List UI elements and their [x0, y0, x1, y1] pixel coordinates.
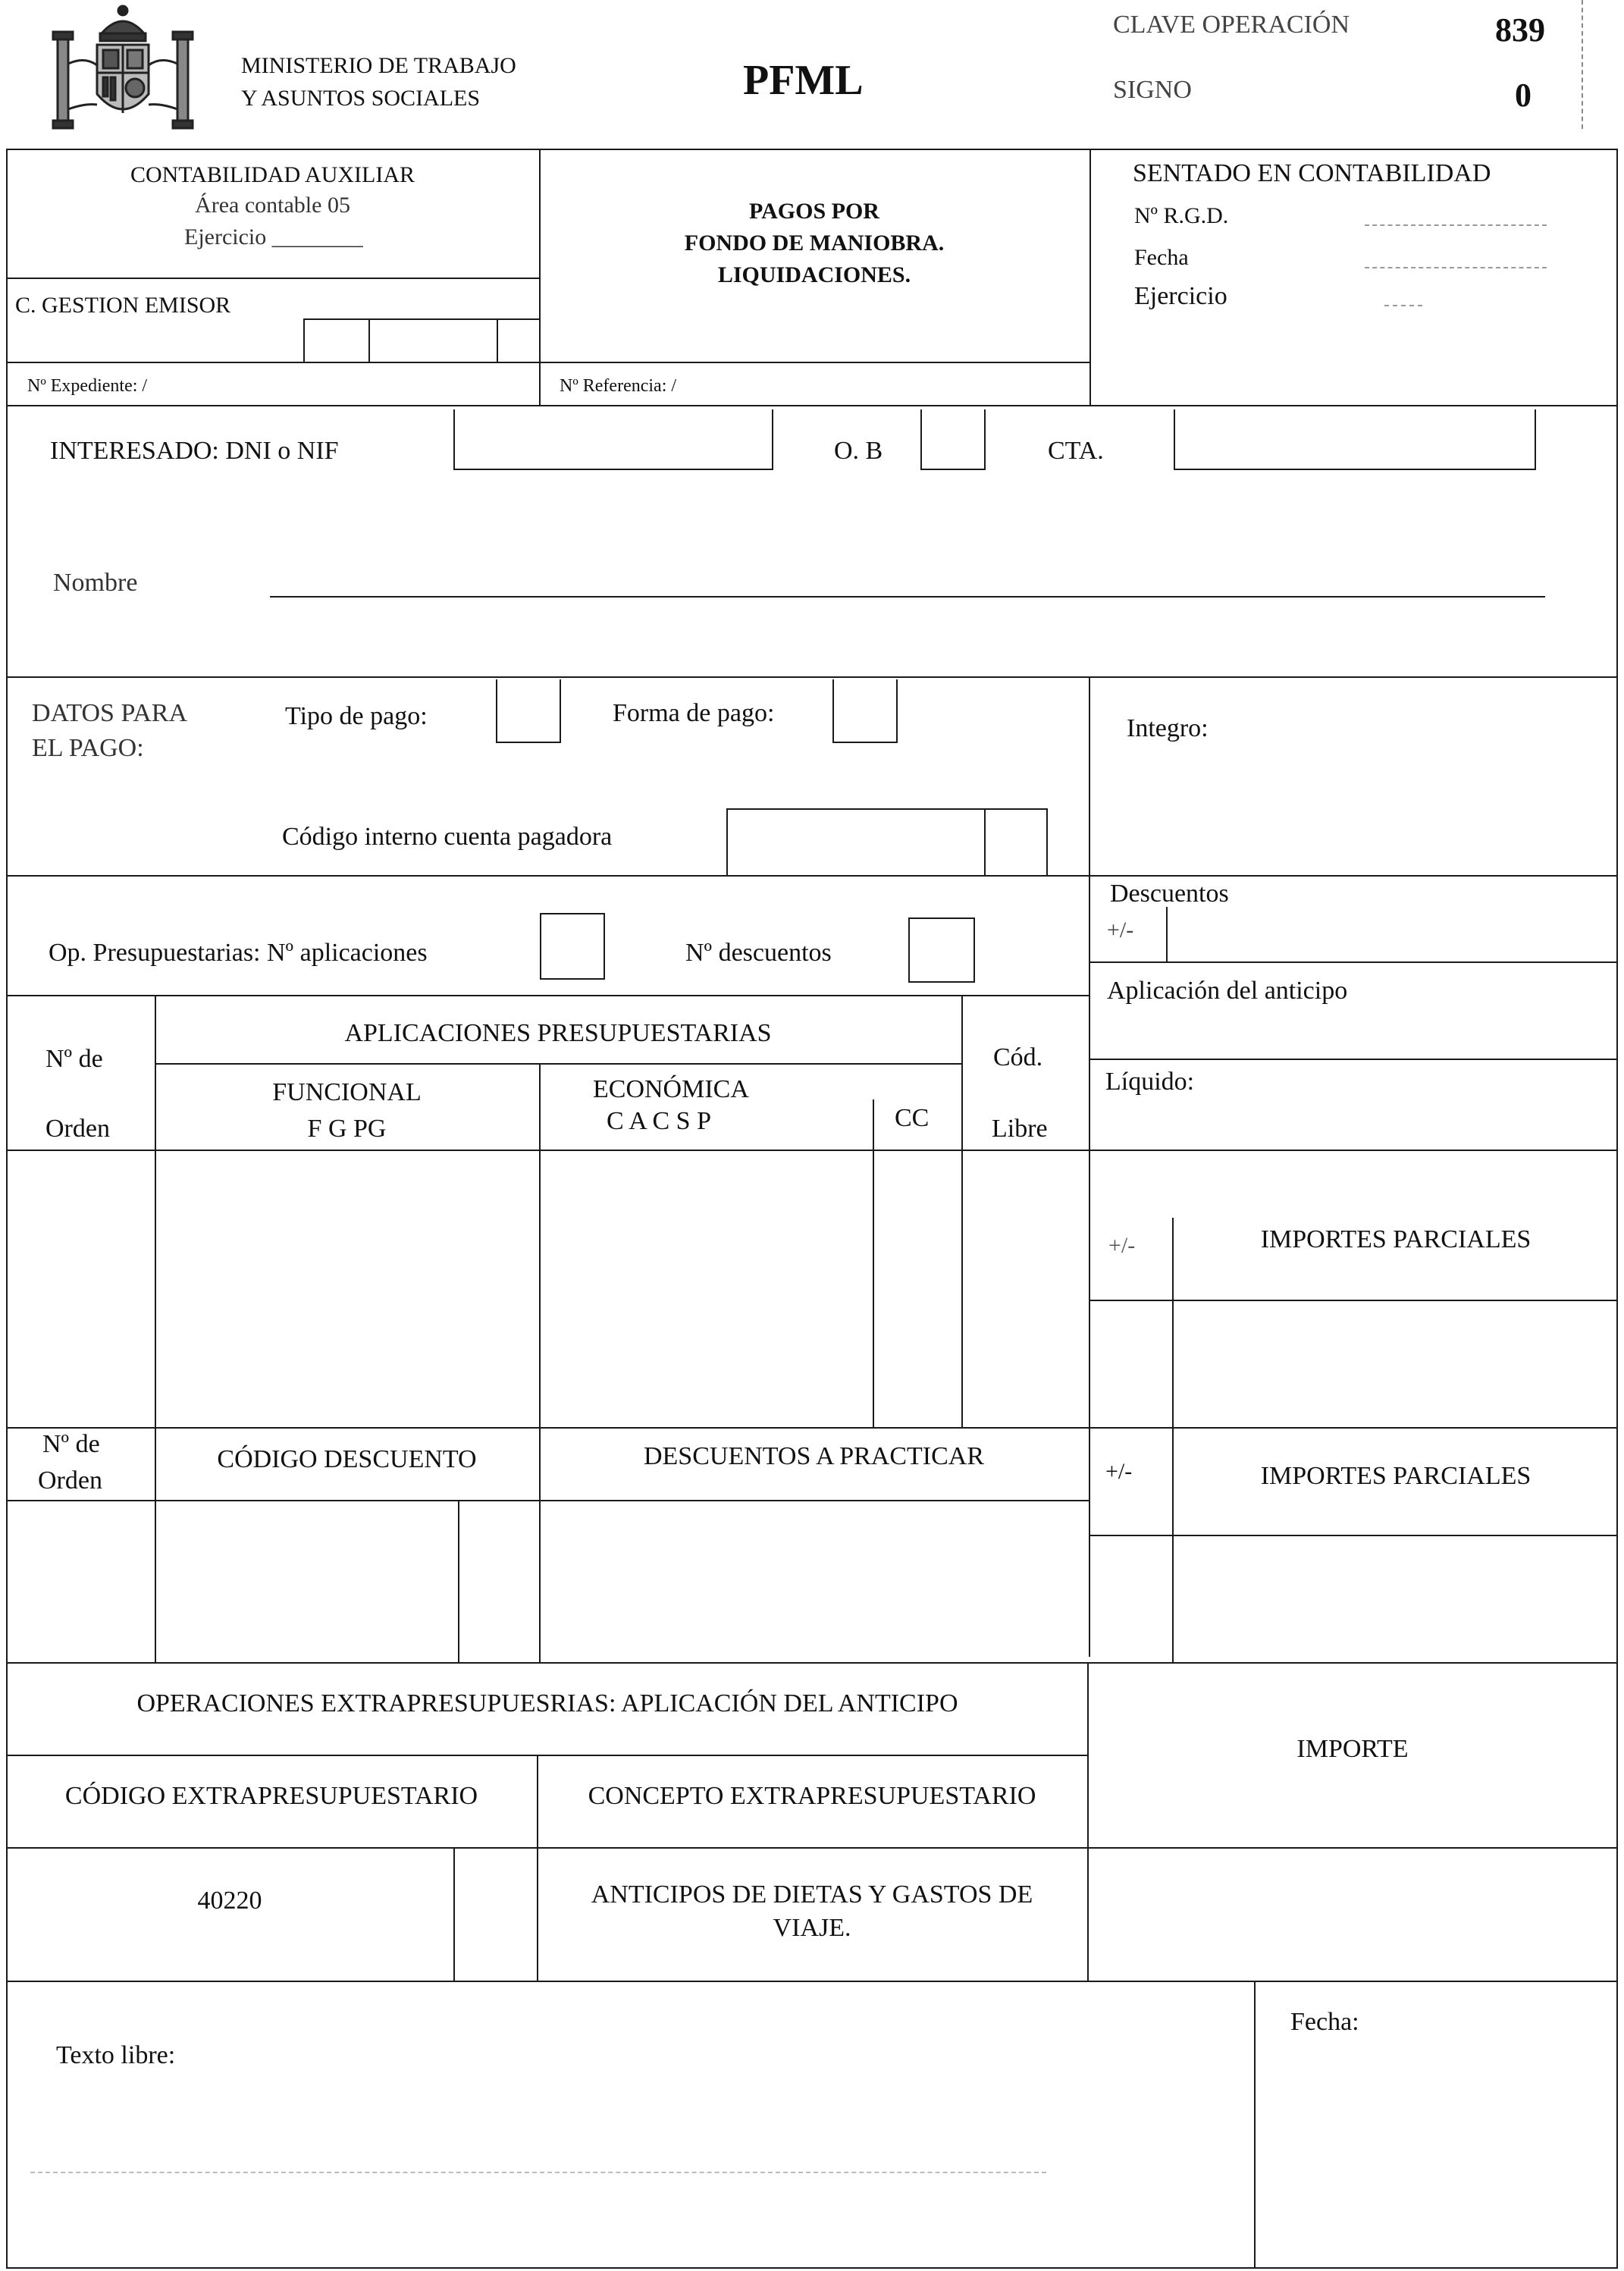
- forma-pago-label: Forma de pago:: [613, 699, 775, 727]
- sentado-fecha: Fecha: [1134, 245, 1189, 270]
- contab-divider: [6, 278, 539, 279]
- op-top: [6, 875, 1618, 877]
- codigo-interno-box[interactable]: [726, 808, 1048, 877]
- tipo-pago-box[interactable]: [496, 679, 561, 743]
- desc-col-codigo-split: [458, 1500, 459, 1662]
- expediente-label: Nº Expediente: /: [27, 376, 148, 396]
- dni-label: INTERESADO: DNI o NIF: [50, 437, 339, 465]
- importes-2-label: IMPORTES PARCIALES: [1260, 1462, 1532, 1490]
- importes-2-divider: [1089, 1535, 1618, 1536]
- codigo-interno-div: [984, 808, 986, 875]
- ministry-line-2: Y ASUNTOS SOCIALES: [241, 86, 481, 111]
- funcional-label: FUNCIONAL: [272, 1078, 422, 1106]
- importes-1-divider: [1089, 1300, 1618, 1301]
- cod-libre-line-1: Cód.: [993, 1043, 1043, 1071]
- desc-orden-line-2: Orden: [38, 1466, 102, 1495]
- gestion-emisor-label: C. GESTION EMISOR: [15, 293, 231, 318]
- funcional-sub: F G PG: [307, 1115, 387, 1143]
- texto-libre-label: Texto libre:: [56, 2041, 176, 2069]
- codigo-interno-label: Código interno cuenta pagadora: [282, 823, 613, 851]
- apl-col-cod: [961, 995, 963, 1427]
- footer-fecha-divider: [1254, 1981, 1256, 2269]
- aplicaciones-top: [6, 995, 1089, 996]
- contabilidad-title: CONTABILIDAD AUXILIAR: [130, 162, 415, 187]
- sentado-ejercicio: Ejercicio: [1134, 282, 1227, 310]
- importes-2-plus-minus: +/-: [1105, 1459, 1133, 1484]
- form-title-line-2: FONDO DE MANIOBRA.: [684, 231, 945, 256]
- economica-sub: C A C S P: [607, 1107, 711, 1135]
- coat-of-arms-icon: [47, 3, 199, 136]
- footer-fecha-label: Fecha:: [1290, 2008, 1359, 2036]
- ministry-line-1: MINISTERIO DE TRABAJO: [241, 53, 516, 78]
- gestion-emisor-boxes[interactable]: [303, 318, 539, 363]
- ob-input-box[interactable]: [920, 409, 986, 470]
- rgd-dash: [1365, 224, 1547, 226]
- datos-label-1: DATOS PARA: [32, 699, 188, 727]
- signo-label: SIGNO: [1113, 76, 1192, 104]
- descuentos-header-bottom: [6, 1500, 1089, 1501]
- clave-operacion-value: 839: [1495, 11, 1545, 49]
- anticipo-top: [1089, 961, 1618, 963]
- top-divider-2: [1089, 149, 1091, 406]
- cc-label: CC: [895, 1104, 930, 1132]
- ejercicio-dash: [1384, 305, 1422, 306]
- area-contable: Área contable 05: [195, 193, 350, 218]
- codigo-extra-header: CÓDIGO EXTRAPRESUPUESTARIO: [64, 1782, 478, 1810]
- liquido-top: [1089, 1059, 1618, 1060]
- integro-label: Integro:: [1127, 714, 1209, 742]
- referencia-label: Nº Referencia: /: [560, 376, 677, 396]
- extra-codigo-sub: [453, 1847, 455, 1981]
- extra-top: [6, 1662, 1618, 1664]
- apl-body-top: [6, 1150, 1618, 1151]
- importes-1-label: IMPORTES PARCIALES: [1260, 1225, 1532, 1253]
- header-edge-mark: [1582, 0, 1583, 129]
- descuentos-right-label: Descuentos: [1110, 880, 1229, 908]
- concepto-extra-header: CONCEPTO EXTRAPRESUPUESTARIO: [588, 1782, 1036, 1810]
- nombre-label: Nombre: [53, 569, 138, 597]
- form-title-line-1: PAGOS POR: [749, 199, 879, 224]
- extra-title: OPERACIONES EXTRAPRESUPUESRIAS: APLICACIÓN DEL ANTICIPO: [136, 1689, 958, 1717]
- apl-orden-line-1: Nº de: [45, 1045, 103, 1073]
- gestion-box-div-1: [368, 318, 370, 362]
- aplicacion-anticipo-label: Aplicación del anticipo: [1107, 977, 1348, 1005]
- datos-right-divider: [1089, 676, 1090, 1657]
- signo-value: 0: [1515, 77, 1532, 114]
- datos-top: [6, 676, 1618, 678]
- apl-orden-line-2: Orden: [45, 1115, 110, 1143]
- concepto-extra-value-1: ANTICIPOS DE DIETAS Y GASTOS DE: [591, 1880, 1033, 1909]
- apl-col-cc: [873, 1099, 874, 1427]
- concepto-extra-value-2: VIAJE.: [773, 1914, 851, 1942]
- descuentos-top: [6, 1427, 1618, 1429]
- sentado-rgd: Nº R.G.D.: [1134, 203, 1229, 228]
- aplicaciones-title: APLICACIONES PRESUPUESTARIAS: [344, 1019, 772, 1047]
- cta-label: CTA.: [1048, 437, 1104, 465]
- cod-libre-line-2: Libre: [992, 1115, 1048, 1143]
- tipo-pago-label: Tipo de pago:: [285, 702, 428, 730]
- cta-input-box[interactable]: [1174, 409, 1536, 470]
- codigo-descuento-label: CÓDIGO DESCUENTO: [217, 1445, 477, 1473]
- descuentos-practicar-label: DESCUENTOS A PRACTICAR: [643, 1442, 985, 1470]
- desc-orden-line-1: Nº de: [42, 1430, 100, 1458]
- importe-header: IMPORTE: [1296, 1735, 1409, 1763]
- economica-label: ECONÓMICA: [593, 1075, 749, 1103]
- descuentos-plus-minus: +/-: [1107, 917, 1134, 943]
- dni-input-box[interactable]: [453, 409, 773, 470]
- extra-header-top: [6, 1755, 1087, 1756]
- datos-label-2: EL PAGO:: [32, 734, 144, 762]
- importes-1-plus-minus: +/-: [1108, 1233, 1136, 1258]
- op-presupuestarias-label: Op. Presupuestarias: Nº aplicaciones: [49, 939, 428, 967]
- texto-libre-dash: [30, 2172, 1046, 2173]
- form-title-line-3: LIQUIDACIONES.: [717, 262, 911, 287]
- importes-1-pm-col: [1172, 1218, 1174, 1662]
- fecha-dash: [1365, 267, 1547, 268]
- codigo-extra-value: 40220: [197, 1887, 262, 1915]
- ejercicio-field[interactable]: Ejercicio ________: [184, 224, 363, 249]
- extra-importe-divider: [1087, 1662, 1089, 1981]
- interesado-top: [6, 405, 1618, 406]
- clave-operacion-label: CLAVE OPERACIÓN: [1113, 11, 1350, 39]
- num-descuentos-box[interactable]: [908, 917, 975, 983]
- liquido-label: Líquido:: [1105, 1068, 1195, 1096]
- apl-subheader-line: [155, 1063, 961, 1065]
- num-descuentos-label: Nº descuentos: [685, 939, 832, 967]
- forma-pago-box[interactable]: [832, 679, 898, 743]
- form-code: PFML: [743, 57, 864, 104]
- sentado-title: SENTADO EN CONTABILIDAD: [1133, 159, 1491, 187]
- ob-label: O. B: [834, 437, 883, 465]
- gestion-box-div-2: [497, 318, 498, 362]
- descuentos-pm-divider: [1166, 907, 1168, 961]
- extra-row-top: [6, 1847, 1618, 1849]
- num-aplicaciones-box[interactable]: [540, 913, 605, 980]
- nombre-line[interactable]: [270, 596, 1545, 598]
- footer-top: [6, 1981, 1618, 1982]
- refs-divider: [6, 362, 1089, 363]
- apl-col-economica: [539, 1063, 541, 1662]
